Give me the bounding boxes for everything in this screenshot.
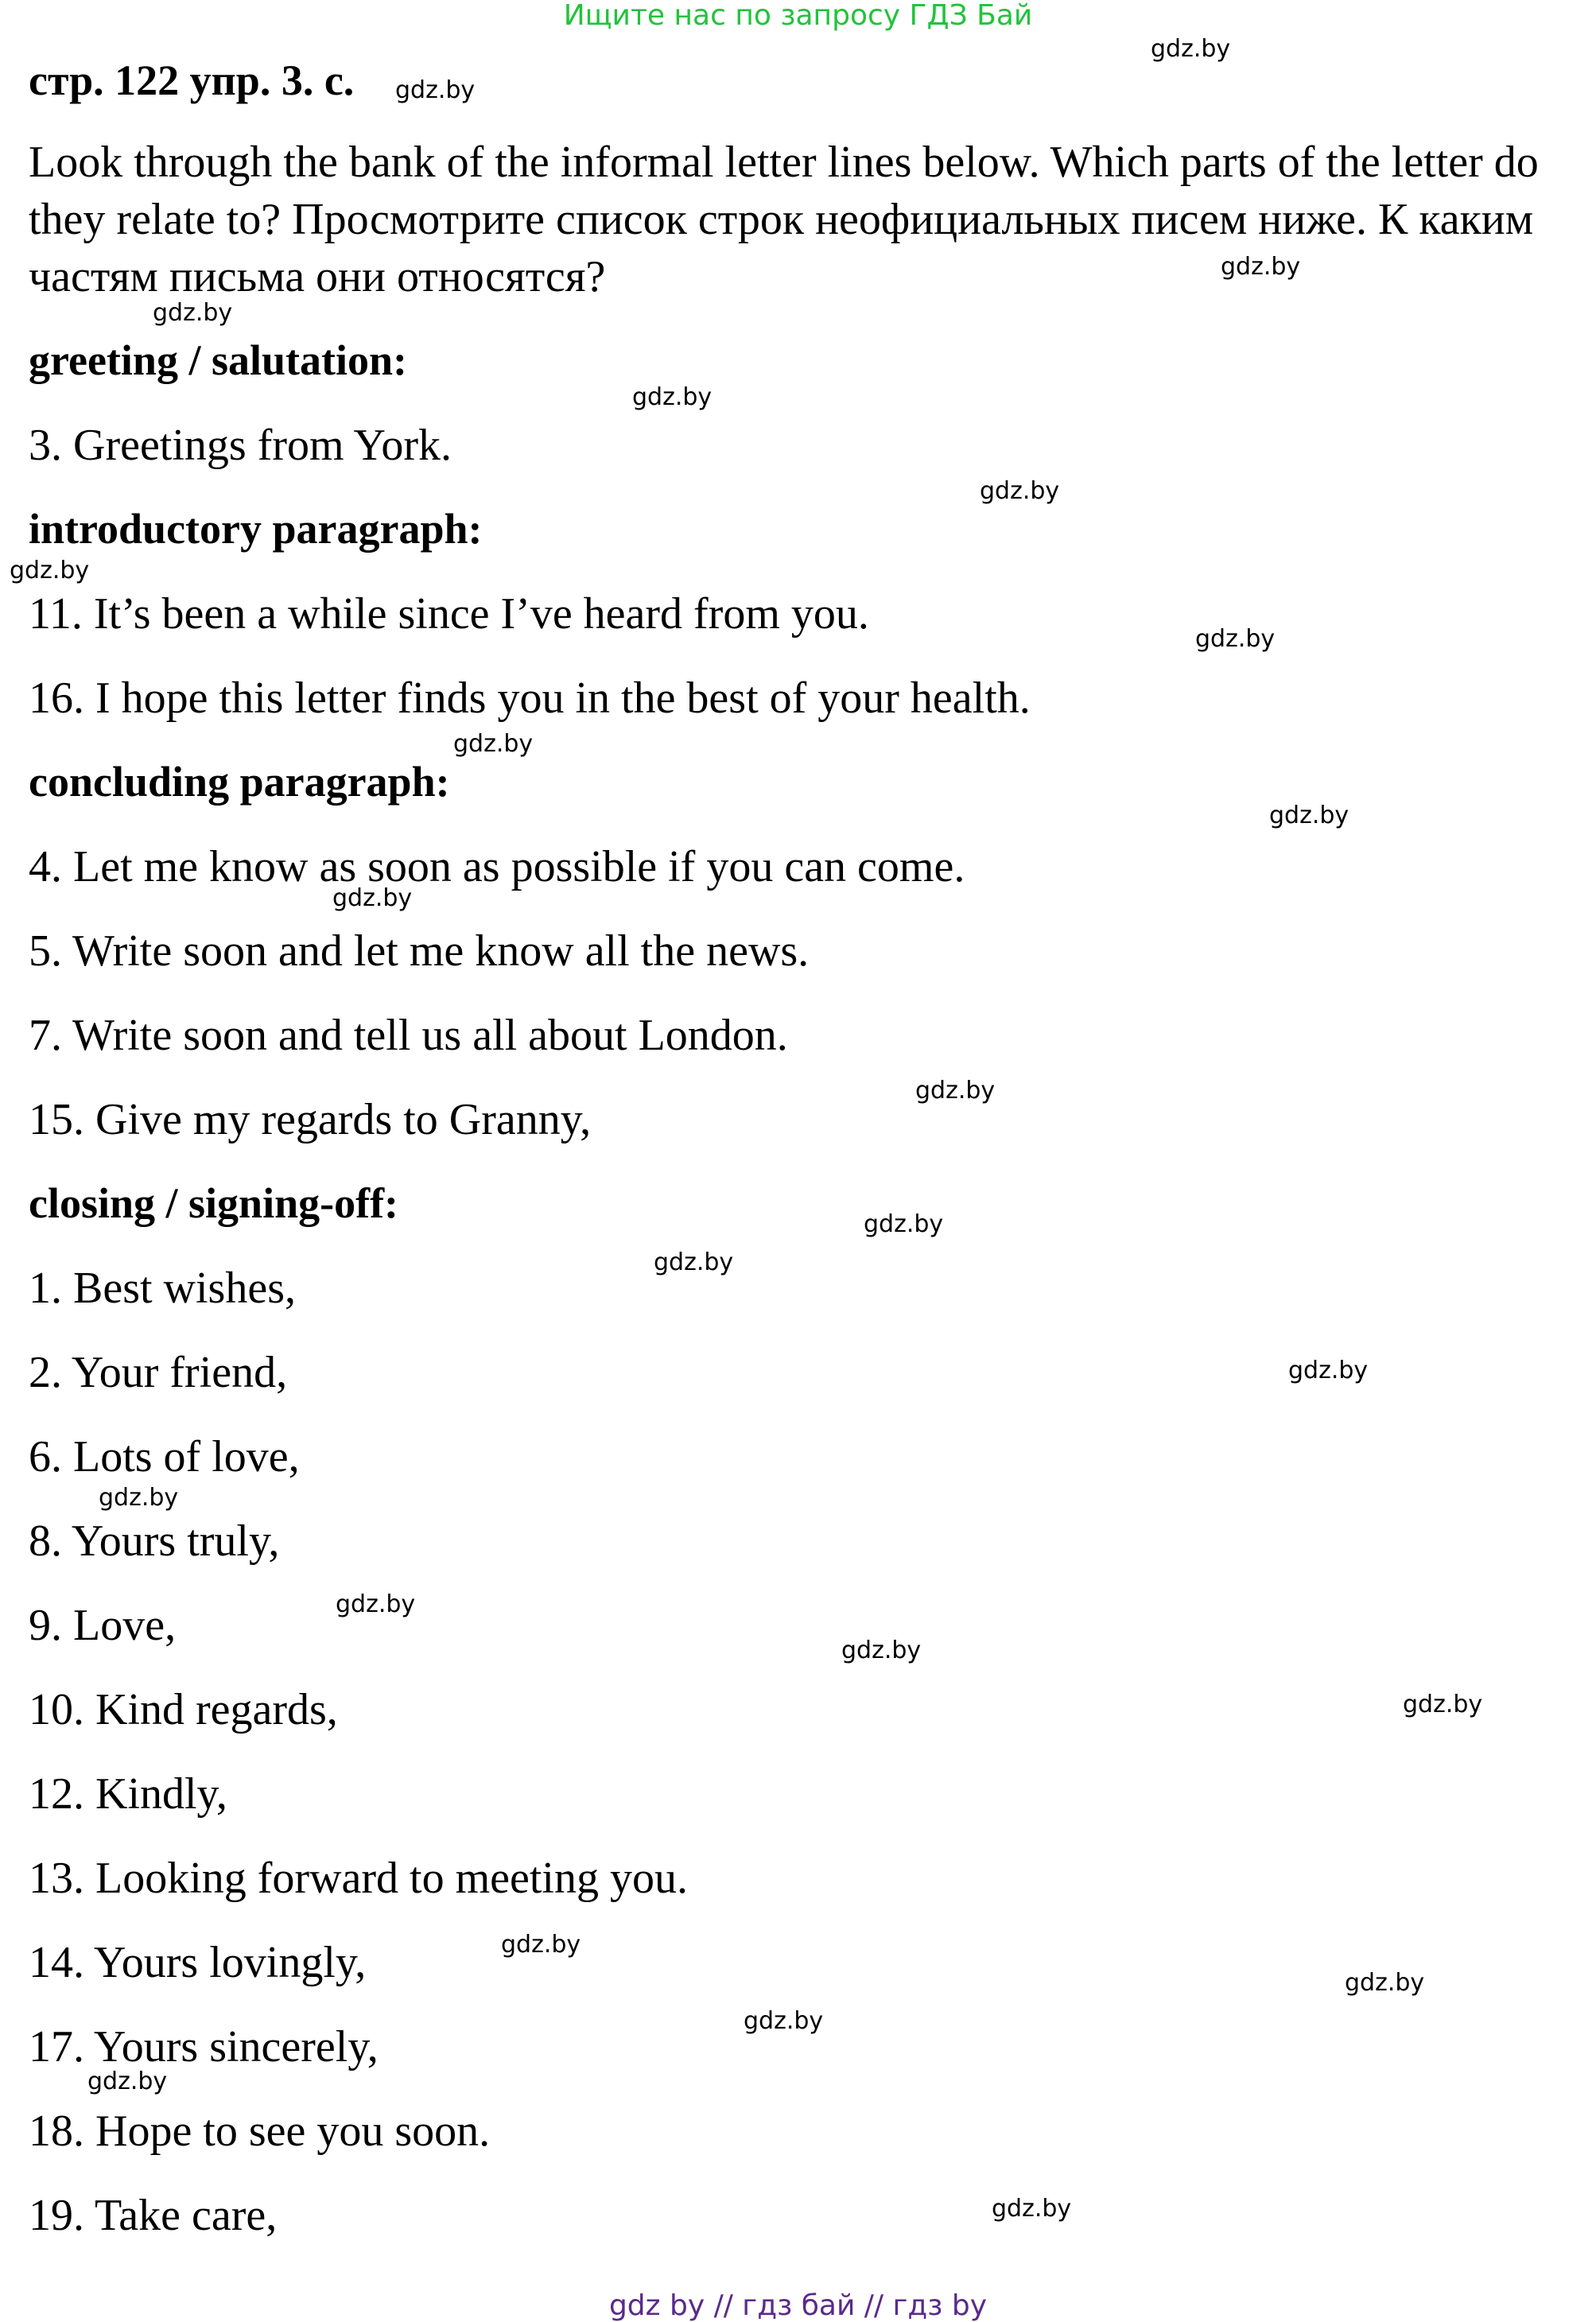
list-item: 16. I hope this letter finds you in the best of your health. bbox=[29, 674, 1031, 723]
list-item: 19. Take care, bbox=[29, 2191, 278, 2240]
watermark: gdz.by bbox=[632, 383, 713, 411]
list-item: 9. Love, bbox=[29, 1601, 177, 1650]
list-item: 4. Let me know as soon as possible if you can come. bbox=[29, 842, 965, 891]
list-item: 11. It’s been a while since I’ve heard from you. bbox=[29, 589, 869, 639]
watermark: gdz.by bbox=[915, 1077, 996, 1105]
page-title: стр. 122 упр. 3. c. bbox=[29, 56, 355, 104]
watermark: gdz.by bbox=[153, 299, 233, 327]
watermark: gdz.by bbox=[980, 477, 1060, 505]
list-item: 15. Give my regards to Granny, bbox=[29, 1095, 592, 1144]
watermark: gdz.by bbox=[99, 1484, 179, 1512]
list-item: 14. Yours lovingly, bbox=[29, 1938, 367, 1987]
watermark: gdz.by bbox=[992, 2195, 1072, 2223]
watermark: gdz.by bbox=[453, 730, 534, 758]
watermark: gdz.by bbox=[501, 1931, 581, 1959]
list-item: 17. Yours sincerely, bbox=[29, 2022, 379, 2072]
watermark: gdz.by bbox=[841, 1637, 922, 1664]
list-item: 5. Write soon and let me know all the news. bbox=[29, 926, 810, 976]
list-item: 7. Write soon and tell us all about London. bbox=[29, 1011, 788, 1060]
watermark: gdz.by bbox=[10, 557, 90, 584]
heading-introductory: introductory paragraph: bbox=[29, 505, 483, 553]
list-item: 2. Your friend, bbox=[29, 1348, 288, 1397]
list-item: 13. Looking forward to meeting you. bbox=[29, 1854, 688, 1903]
list-item: 3. Greetings from York. bbox=[29, 421, 452, 470]
heading-closing: closing / signing-off: bbox=[29, 1179, 399, 1227]
bottom-banner[interactable]: gdz by // гдз бай // гдз by bbox=[608, 2289, 988, 2322]
list-item: 8. Yours truly, bbox=[29, 1516, 280, 1566]
watermark: gdz.by bbox=[654, 1248, 734, 1276]
watermark: gdz.by bbox=[1403, 1691, 1483, 1718]
watermark: gdz.by bbox=[1288, 1357, 1369, 1384]
instruction-text: Look through the bank of the informal letter lines below. Which parts of the letter do they relate to? Просмотрите список строк неофициальных писем ниже. К каким частям письма они относятся? bbox=[29, 138, 1539, 301]
heading-greeting: greeting / salutation: bbox=[29, 336, 407, 384]
top-banner[interactable]: Ищите нас по запросу ГДЗ Бай bbox=[563, 0, 1033, 32]
list-item: 6. Lots of love, bbox=[29, 1432, 300, 1481]
list-item: 12. Kindly, bbox=[29, 1769, 227, 1819]
watermark: gdz.by bbox=[1195, 625, 1276, 653]
list-item: 18. Hope to see you soon. bbox=[29, 2106, 491, 2156]
watermark: gdz.by bbox=[744, 2007, 824, 2035]
watermark: gdz.by bbox=[332, 884, 413, 912]
watermark: gdz.by bbox=[336, 1590, 416, 1618]
watermark: gdz.by bbox=[1151, 35, 1231, 63]
watermark: gdz.by bbox=[1221, 253, 1301, 281]
heading-concluding: concluding paragraph: bbox=[29, 758, 450, 806]
watermark: gdz.by bbox=[1345, 1969, 1425, 1997]
list-item: 10. Kind regards, bbox=[29, 1685, 338, 1734]
watermark: gdz.by bbox=[864, 1210, 944, 1238]
watermark: gdz.by bbox=[395, 76, 476, 104]
watermark: gdz.by bbox=[87, 2068, 168, 2095]
watermark: gdz.by bbox=[1269, 802, 1349, 829]
list-item: 1. Best wishes, bbox=[29, 1264, 296, 1313]
